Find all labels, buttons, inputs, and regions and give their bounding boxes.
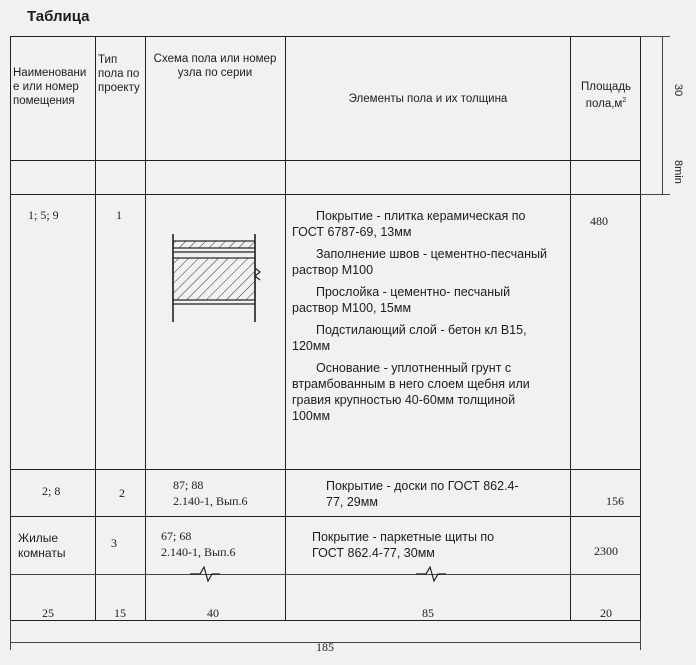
dim-col2: 15 [114,606,126,620]
row1-area: 480 [590,214,608,228]
header-room: Наименовани е или номер помещения [13,67,87,107]
dim-total: 185 [316,640,334,654]
row3-room: Жилые комнаты [18,531,66,560]
row3-scheme-line1: 67; 68 [161,529,192,543]
row3-scheme-line2: 2.140-1, Вып.6 [161,545,236,559]
row2-scheme-line1: 87; 88 [173,478,204,492]
row1-element-3: Прослойка - цементно- песчаный раствор М100, 15мм [292,285,511,315]
dim-col5: 20 [600,606,612,620]
header-floor-type: Тип пола по проекту [98,54,140,94]
row3-area: 2300 [594,544,618,558]
dim-col1: 25 [42,606,54,620]
dim-row-min: 8min [672,160,684,184]
floor-scheme-drawing [165,232,265,324]
header-area: Площадь $пола,м^2$ [580,81,632,110]
row1-element-5: Основание - уплотненный грунт с втрамбованным в него слоем щебня или гравия крупностью 40-60мм толщиной 100мм [292,361,530,423]
header-scheme: Схема пола или номер узла по серии [153,53,277,79]
row2-element: Покрытие - доски по ГОСТ 862.4-77, 29мм [326,479,519,509]
row1-elements [292,208,554,424]
break-line-symbol [416,566,446,582]
dim-col3: 40 [207,606,219,620]
row1-element-4: Подстилающий слой - бетон кл В15, 120мм [292,323,527,353]
row1-room: 1; 5; 9 [28,208,59,222]
row1-type: 1 [116,208,122,222]
dim-col4: 85 [422,606,434,620]
row3-type: 3 [111,536,117,550]
row1-element-2: Заполнение швов - цементно-песчаный раствор М100 [292,247,547,277]
row2-scheme-line2: 2.140-1, Вып.6 [173,494,248,508]
row1-element-1: Покрытие - плитка керамическая по ГОСТ 6787-69, 13мм [292,209,526,239]
row2-type: 2 [119,486,125,500]
row2-area: 156 [606,494,624,508]
break-line-symbol [190,566,220,582]
table-title: Таблица [27,8,90,25]
row2-room: 2; 8 [42,484,61,498]
row3-element: Покрытие - паркетные щиты по ГОСТ 862.4-77, 30мм [312,530,495,560]
header-elements: Элементы пола и их толщина [348,93,508,105]
dim-header-height: 30 [672,84,684,97]
